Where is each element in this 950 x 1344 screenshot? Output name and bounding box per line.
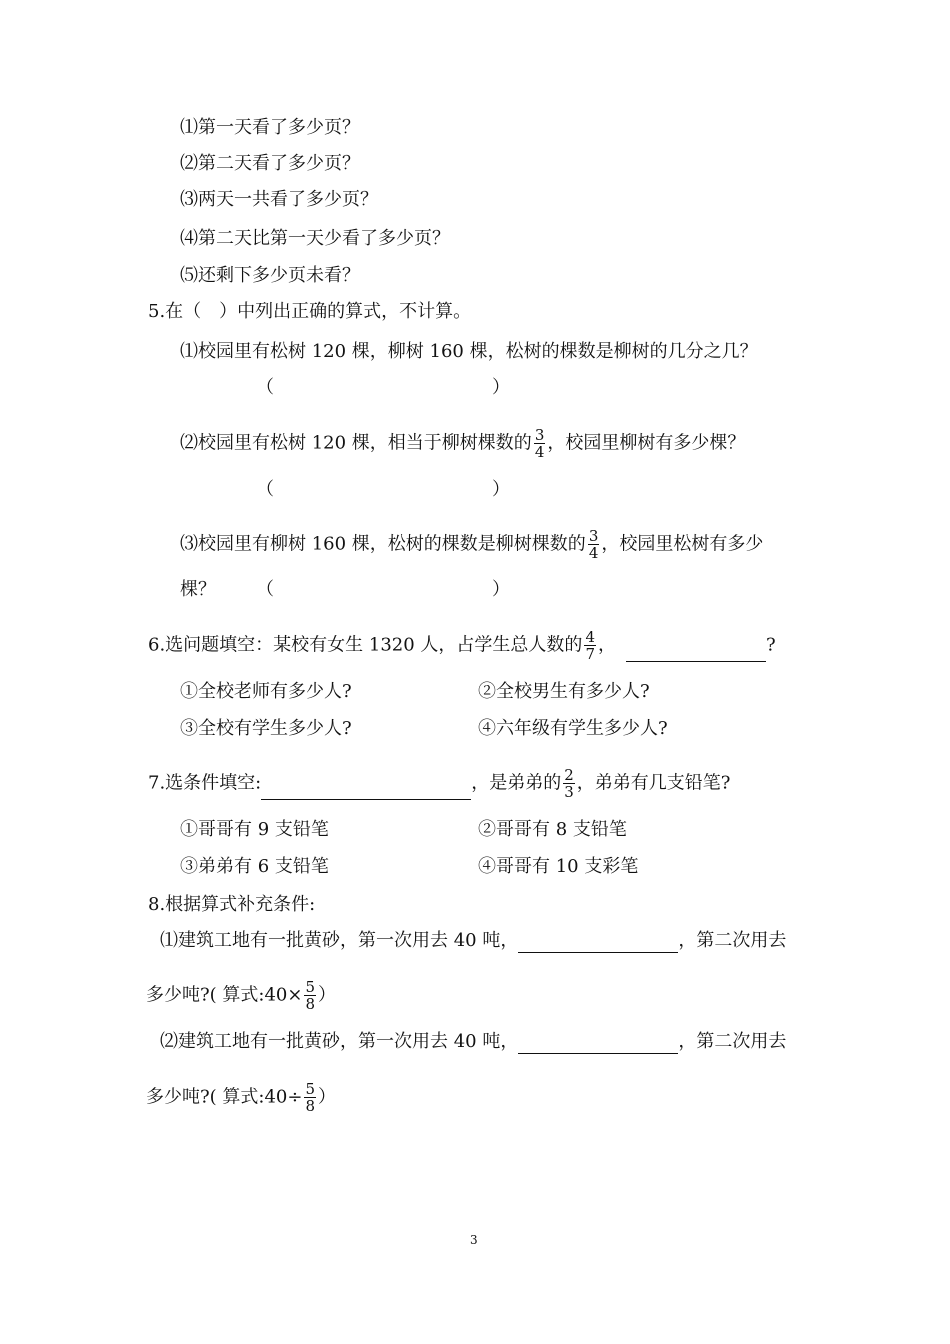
fraction-two-thirds: [563, 767, 575, 800]
q5-sub-3-after: ，校园里松树有多少: [601, 533, 764, 555]
fraction-numerator: 5: [305, 978, 315, 996]
q4-sub-3: ⑶两天一共看了多少页？: [180, 189, 378, 210]
q5-sub-3-before: ⑶校园里有柳树 160 棵，松树的棵数是柳树棵数的: [180, 533, 586, 555]
fraction-denominator: 3: [564, 783, 574, 801]
q6-qmark: ?: [765, 634, 776, 656]
q6-stem: [148, 629, 776, 662]
q5-sub-3-cont: 棵？: [180, 579, 216, 600]
q4-sub-4: ⑷第二天比第一天少看了多少页？: [180, 228, 450, 249]
q8-sub-1-cont: [146, 979, 336, 1012]
q6-option-2: ②全校男生有多少人?: [478, 681, 650, 702]
q6-option-1: ①全校老师有多少人?: [180, 681, 352, 702]
q7-option-3: ③弟弟有 6 支铅笔: [180, 856, 329, 877]
q6-after: ，: [597, 634, 616, 656]
fraction-denominator: 4: [588, 544, 599, 562]
q5-answer-3-open: （: [256, 579, 274, 600]
q5-sub-2-before: ⑵校园里有松树 120 棵，相当于柳树棵数的: [180, 432, 532, 454]
q7-option-2: ②哥哥有 8 支铅笔: [478, 819, 627, 840]
q6-option-4: ④六年级有学生多少人?: [478, 718, 668, 739]
q5-answer-3-close: ）: [492, 579, 510, 600]
fraction-denominator: 4: [534, 443, 545, 461]
q4-sub-1: ⑴第一天看了多少页？: [180, 117, 360, 138]
q6-before: 6.选问题填空：某校有女生 1320 人，占学生总人数的: [148, 634, 583, 656]
q6-answer-blank[interactable]: [626, 641, 766, 662]
q8-sub-2-after: ，第二次用去: [678, 1031, 787, 1052]
fraction-denominator: 8: [305, 1097, 315, 1115]
q8-sub-2-cont: [146, 1081, 336, 1114]
q7-stem: [148, 767, 730, 800]
q5-answer-2-close: ）: [492, 479, 510, 500]
fraction-numerator: 2: [564, 766, 574, 784]
q5-answer-1-open: （: [256, 377, 274, 398]
q8-sub-2-close: ）: [318, 1086, 336, 1108]
fraction-numerator: 5: [305, 1080, 315, 1098]
q8-sub-1: [160, 929, 786, 953]
q5-title: 5.在（ ）中列出正确的算式，不计算。: [148, 301, 472, 322]
q7-option-4: ④哥哥有 10 支彩笔: [478, 856, 639, 877]
fraction-five-eighths: [304, 1081, 316, 1114]
q8-sub-2: [160, 1030, 786, 1054]
q5-sub-2-after: ，校园里柳树有多少棵？: [547, 432, 746, 454]
q7-middle: ，是弟弟的: [471, 772, 562, 794]
q7-after: ，弟弟有几支铅笔?: [576, 772, 731, 794]
q8-sub-1-formula: 多少吨?( 算式:40×: [146, 984, 303, 1006]
q8-sub-1-after: ，第二次用去: [678, 930, 787, 951]
fraction-numerator: 3: [534, 426, 545, 444]
fraction-numerator: 3: [588, 527, 599, 545]
q7-answer-blank[interactable]: [261, 779, 471, 800]
q8-sub-1-before: ⑴建筑工地有一批黄砂，第一次用去 40 吨，: [160, 930, 519, 951]
q6-option-3: ③全校有学生多少人?: [180, 718, 352, 739]
page-number: 3: [470, 1233, 478, 1247]
q8-sub-1-close: ）: [318, 984, 336, 1006]
fraction-three-quarters: [588, 528, 600, 561]
fraction-four-sevenths: [584, 629, 596, 662]
q8-sub-2-before: ⑵建筑工地有一批黄砂，第一次用去 40 吨，: [160, 1031, 519, 1052]
q4-sub-2: ⑵第二天看了多少页？: [180, 153, 360, 174]
q8-answer-1-blank[interactable]: [518, 932, 678, 953]
fraction-denominator: 8: [305, 995, 315, 1013]
fraction-numerator: 4: [585, 628, 595, 646]
q5-sub-1: ⑴校园里有松树 120 棵，柳树 160 棵，松树的棵数是柳树的几分之几？: [180, 341, 758, 362]
q5-sub-2: [180, 427, 745, 460]
q8-answer-2-blank[interactable]: [518, 1033, 678, 1054]
q5-sub-3: [180, 528, 763, 561]
fraction-denominator: 7: [585, 645, 595, 663]
q5-answer-1-close: ）: [492, 377, 510, 398]
q8-title: 8.根据算式补充条件:: [148, 894, 316, 915]
q7-option-1: ①哥哥有 9 支铅笔: [180, 819, 329, 840]
fraction-five-eighths: [304, 979, 316, 1012]
q8-sub-2-formula: 多少吨?( 算式:40÷: [146, 1086, 303, 1108]
q4-sub-5: ⑸还剩下多少页未看？: [180, 265, 360, 286]
q5-answer-2-open: （: [256, 479, 274, 500]
fraction-three-quarters: [534, 427, 546, 460]
q7-before: 7.选条件填空:: [148, 772, 262, 794]
